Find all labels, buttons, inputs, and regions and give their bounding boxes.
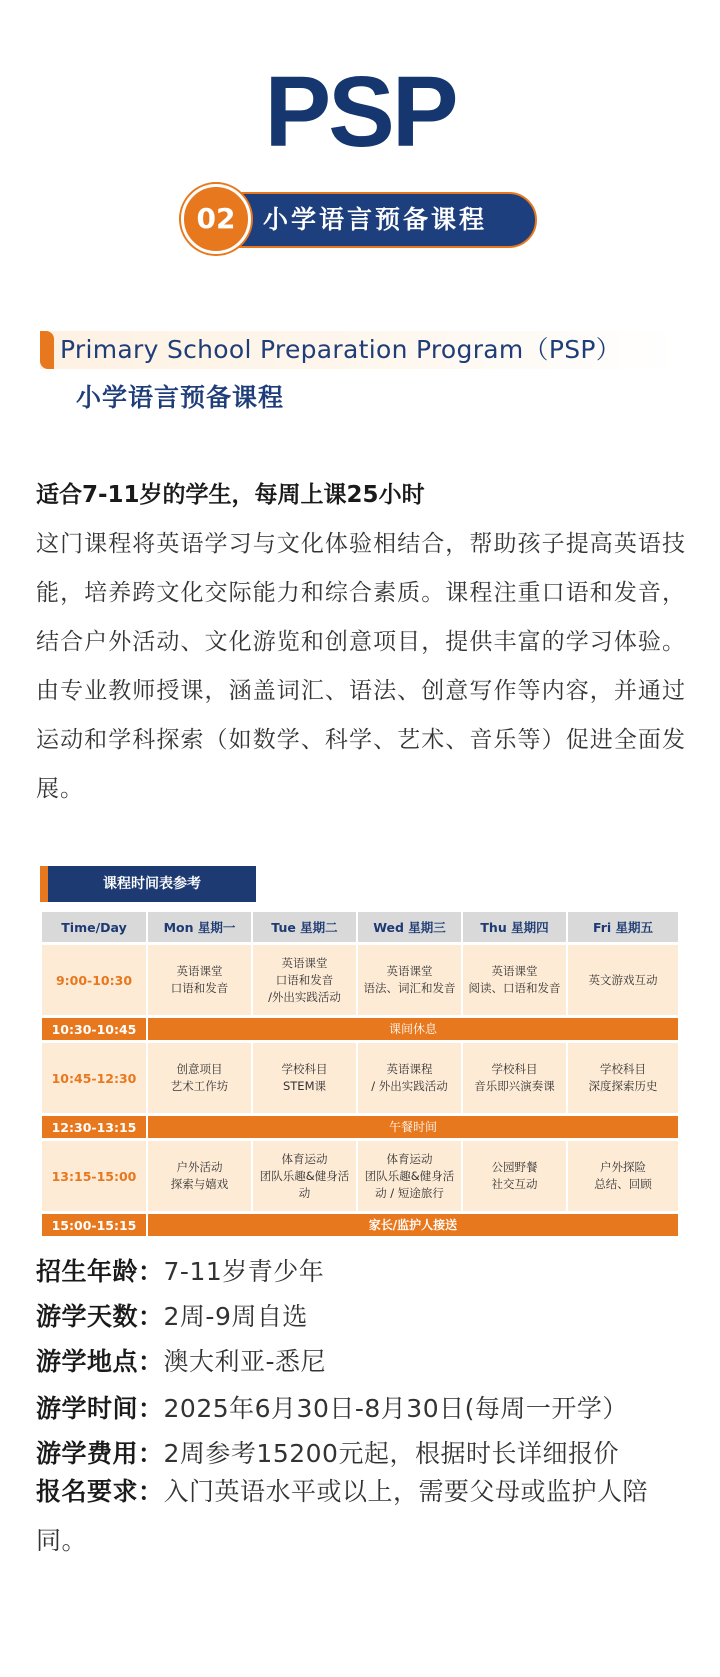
table-header-cell: Tue 星期二 bbox=[253, 912, 356, 942]
info-row bbox=[36, 1252, 696, 1288]
break-label: 家长/监护人接送 bbox=[148, 1214, 678, 1236]
break-label: 午餐时间 bbox=[148, 1116, 678, 1138]
info-key: 游学天数： bbox=[36, 1302, 164, 1331]
info-row bbox=[36, 1389, 696, 1425]
info-key: 招生年龄： bbox=[36, 1257, 164, 1286]
schedule-cell: 体育运动 团队乐趣&健身活 动 / 短途旅行 bbox=[358, 1141, 461, 1211]
intro-title: 适合7-11岁的学生，每周上课25小时 bbox=[36, 482, 425, 508]
section-title-en: Primary School Preparation Program（PSP） bbox=[60, 335, 622, 364]
info-key: 游学地点： bbox=[36, 1347, 164, 1376]
schedule-cell: 学校科目 音乐即兴演奏课 bbox=[463, 1043, 566, 1113]
info-row bbox=[36, 1297, 696, 1333]
schedule-cell: 创意项目 艺术工作坊 bbox=[148, 1043, 251, 1113]
section-marker bbox=[40, 331, 54, 369]
break-label: 课间休息 bbox=[148, 1018, 678, 1040]
table-header-cell: Wed 星期三 bbox=[358, 912, 461, 942]
break-time-slot: 12:30-13:15 bbox=[42, 1116, 146, 1138]
schedule-cell: 英语课程 / 外出实践活动 bbox=[358, 1043, 461, 1113]
time-slot: 13:15-15:00 bbox=[42, 1141, 146, 1211]
course-badge bbox=[181, 184, 539, 254]
info-value: 澳大利亚-悉尼 bbox=[163, 1347, 327, 1376]
time-slot: 9:00-10:30 bbox=[42, 945, 146, 1015]
info-value: 7-11岁青少年 bbox=[163, 1257, 325, 1286]
info-value: 2025年6月30日-8月30日(每周一开学） bbox=[163, 1394, 628, 1423]
info-key: 游学费用： bbox=[36, 1439, 164, 1468]
table-header-cell: Mon 星期一 bbox=[148, 912, 251, 942]
info-row bbox=[36, 1342, 696, 1378]
table-header-cell: Time/Day bbox=[42, 912, 146, 942]
time-slot: 10:45-12:30 bbox=[42, 1043, 146, 1113]
schedule-cell: 英文游戏互动 bbox=[568, 945, 678, 1015]
info-row bbox=[36, 1434, 696, 1470]
info-key: 报名要求： bbox=[36, 1477, 164, 1506]
schedule-cell: 学校科目 STEM课 bbox=[253, 1043, 356, 1113]
badge-title: 小学语言预备课程 bbox=[263, 205, 488, 234]
schedule-cell: 英语课堂 口语和发音 /外出实践活动 bbox=[253, 945, 356, 1015]
schedule-cell: 户外活动 探索与嬉戏 bbox=[148, 1141, 251, 1211]
schedule-table bbox=[42, 912, 678, 1242]
schedule-cell: 英语课堂 阅读、口语和发音 bbox=[463, 945, 566, 1015]
schedule-cell: 公园野餐 社交互动 bbox=[463, 1141, 566, 1211]
intro-body: 这门课程将英语学习与文化体验相结合，帮助孩子提高英语技能，培养跨文化交际能力和综合素质。课程注重口语和发音，结合户外活动、文化游览和创意项目，提供丰富的学习体验。由专业教师授课，涵盖词汇、语法、创意写作等内容，并通过运动和学科探索（如数学、科学、艺术、音乐等）促进全面发展。 bbox=[36, 531, 686, 802]
section-header bbox=[40, 331, 680, 369]
schedule-cell: 户外探险 总结、回顾 bbox=[568, 1141, 678, 1211]
schedule-cell: 英语课堂 口语和发音 bbox=[148, 945, 251, 1015]
info-value: 2周-9周自选 bbox=[163, 1302, 308, 1331]
schedule-cell: 英语课堂 语法、词汇和发音 bbox=[358, 945, 461, 1015]
badge-number: 02 bbox=[196, 202, 236, 235]
schedule-title: 课程时间表参考 bbox=[40, 866, 256, 902]
table-header-cell: Fri 星期五 bbox=[568, 912, 678, 942]
schedule-cell: 学校科目 深度探索历史 bbox=[568, 1043, 678, 1113]
info-value: 2周参考15200元起，根据时长详细报价 bbox=[163, 1439, 619, 1468]
psp-logo: PSP bbox=[264, 56, 456, 168]
break-time-slot: 15:00-15:15 bbox=[42, 1214, 146, 1236]
schedule-cell: 体育运动 团队乐趣&健身活 动 bbox=[253, 1141, 356, 1211]
break-time-slot: 10:30-10:45 bbox=[42, 1018, 146, 1040]
info-key: 游学时间： bbox=[36, 1394, 164, 1423]
section-title-zh: 小学语言预备课程 bbox=[76, 383, 285, 412]
info-value: 入门英语水平或以上，需要父母或监护人陪同。 bbox=[36, 1477, 649, 1555]
table-header-cell: Thu 星期四 bbox=[463, 912, 566, 942]
info-row bbox=[36, 1467, 696, 1565]
